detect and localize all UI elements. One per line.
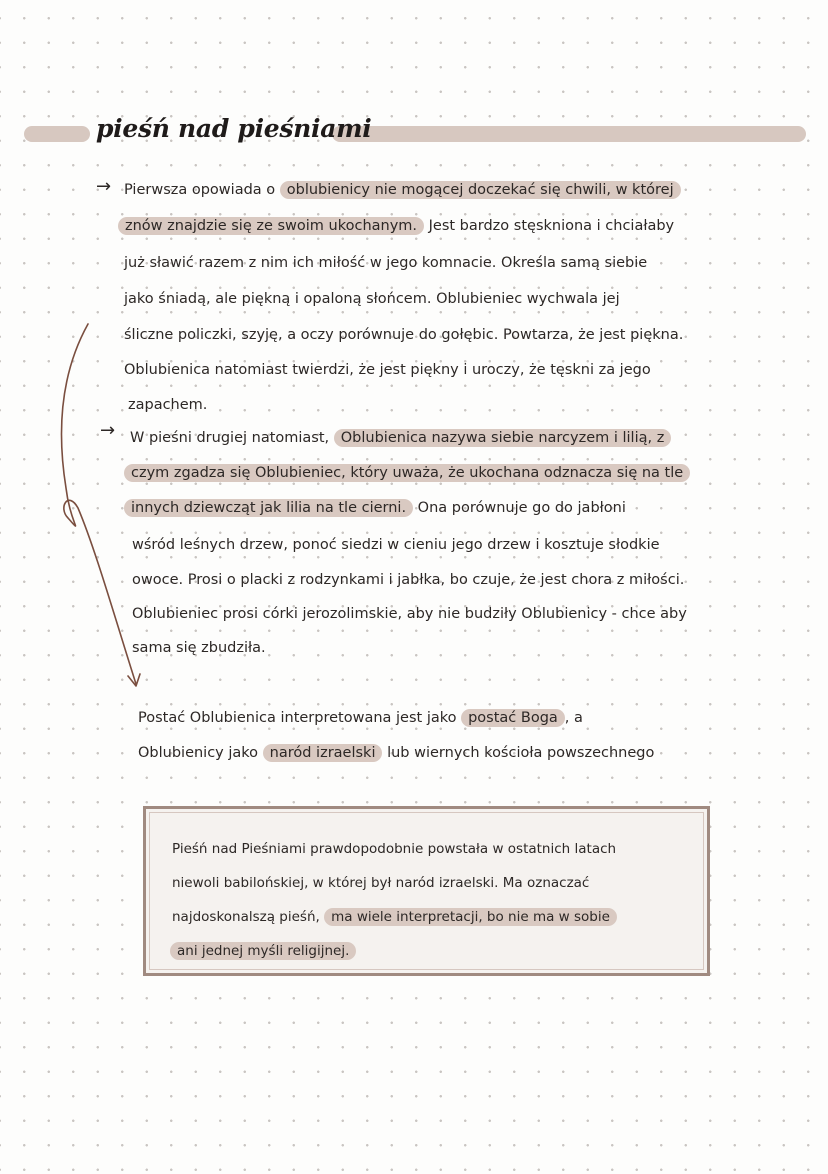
text-segment: lub wiernych kościoła powszechnego: [382, 745, 655, 761]
text-segment: , a: [564, 710, 583, 726]
text-line: [132, 572, 684, 588]
text-segment: Oblubienicy jako: [138, 745, 263, 761]
highlighted-text: naród izraelski: [263, 744, 383, 762]
text-segment: jako śniadą, ale piękną i opaloną słońcem. Oblubieniec wychwala jej: [124, 291, 620, 307]
text-segment: niewoli babilońskiej, w której był naród izraelski. Ma oznaczać: [172, 875, 590, 891]
text-segment: Ona porównuje go do jabłoni: [413, 500, 626, 516]
text-line: [172, 909, 617, 925]
text-line: [124, 465, 690, 481]
text-segment: owoce. Prosi o placki z rodzynkami i jabłka, bo czuje, że jest chora z miłości.: [132, 572, 685, 588]
title-bar-right: [332, 126, 806, 142]
highlighted-text: postać Boga: [461, 709, 565, 727]
text-segment: wśród leśnych drzew, ponoć siedzi w cieniu jego drzew i kosztuje słodkie: [132, 537, 660, 553]
right-arrow-icon: →: [100, 420, 116, 441]
text-line: [132, 537, 660, 553]
text-line: [118, 218, 674, 234]
text-line: [124, 291, 620, 307]
text-line: [124, 327, 683, 343]
text-line: [172, 841, 616, 857]
text-segment: najdoskonalszą pieśń,: [172, 909, 325, 925]
text-segment: Pieśń nad Pieśniami prawdopodobnie powstała w ostatnich latach: [172, 841, 617, 857]
text-line: [138, 710, 583, 726]
text-line: [172, 875, 589, 891]
text-segment: śliczne policzki, szyję, a oczy porównuje do gołębic. Powtarza, że jest piękna.: [124, 327, 684, 343]
highlighted-text: ma wiele interpretacji, bo nie ma w sobie: [324, 908, 617, 926]
text-segment: W pieśni drugiej natomiast,: [130, 430, 334, 446]
text-line: [124, 500, 626, 516]
text-line: [132, 640, 266, 656]
highlighted-text: oblubienicy nie mogącej doczekać się chwili, w której: [280, 181, 681, 199]
right-arrow-icon: →: [96, 176, 112, 197]
text-segment: Oblubienica natomiast twierdzi, że jest piękny i uroczy, że tęskni za jego: [124, 362, 651, 378]
text-line: [124, 362, 651, 378]
text-line: [138, 745, 654, 761]
title-bar-left: [24, 126, 90, 142]
highlighted-text: znów znajdzie się ze swoim ukochanym.: [118, 217, 424, 235]
text-segment: sama się zbudziła.: [132, 640, 266, 656]
text-line: [130, 430, 671, 446]
text-segment: Oblubieniec prosi córki jerozolimskie, aby nie budziły Oblubienicy - chce aby: [132, 606, 687, 622]
text-line: [124, 182, 681, 198]
text-segment: Postać Oblubienica interpretowana jest jako: [138, 710, 462, 726]
text-line: [132, 606, 687, 622]
text-line: [124, 255, 647, 271]
text-segment: Pierwsza opowiada o: [124, 182, 280, 198]
highlighted-text: innych dziewcząt jak lilia na tle cierni.: [124, 499, 413, 517]
text-segment: już sławić razem z nim ich miłość w jego komnacie. Określa samą siebie: [124, 255, 648, 271]
note-box: [143, 806, 710, 976]
highlighted-text: ani jednej myśli religijnej.: [170, 942, 356, 960]
highlighted-text: Oblubienica nazywa siebie narcyzem i lilią, z: [334, 429, 672, 447]
highlighted-text: czym zgadza się Oblubieniec, który uważa, że ukochana odznacza się na tle: [124, 464, 690, 482]
page-title: pieśń nad pieśniami: [96, 114, 372, 143]
text-line: [170, 943, 356, 959]
text-segment: Jest bardzo stęskniona i chciałaby: [424, 218, 675, 234]
text-segment: zapachem.: [128, 397, 208, 413]
